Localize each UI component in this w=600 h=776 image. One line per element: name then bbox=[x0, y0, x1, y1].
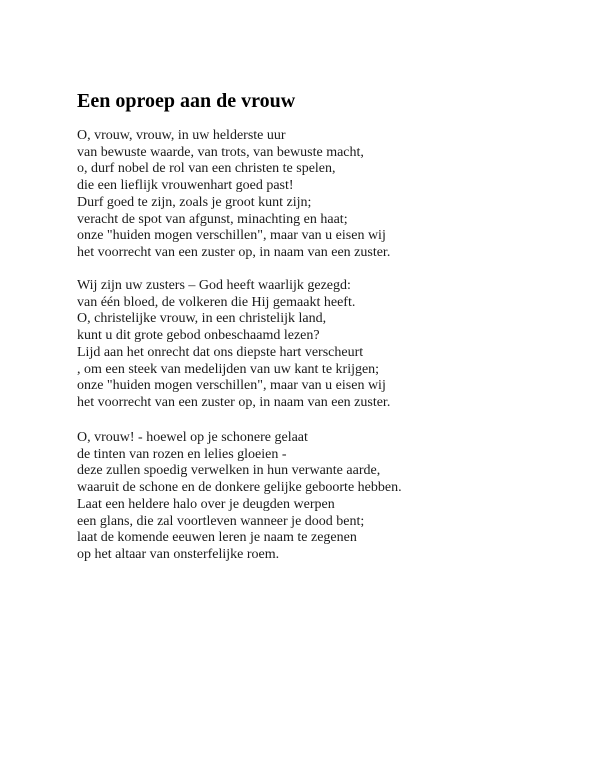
poem-line: Wij zijn uw zusters – God heeft waarlijk gezegd: bbox=[77, 278, 351, 293]
stanza-2 bbox=[77, 278, 390, 412]
poem-line: de tinten van rozen en lelies gloeien - bbox=[77, 446, 287, 462]
poem-line: , om een steek van medelijden van uw kant te krijgen; bbox=[77, 361, 380, 377]
poem-line: o, durf nobel de rol van een christen te spelen, bbox=[77, 161, 336, 177]
poem-line: veracht de spot van afgunst, minachting en haat; bbox=[77, 211, 348, 227]
poem-line: Lijd aan het onrecht dat ons diepste hart verscheurt bbox=[77, 344, 364, 360]
stanza-3 bbox=[77, 430, 402, 564]
poem-line: op het altaar van onsterfelijke roem. bbox=[77, 546, 280, 562]
poem-line: onze "huiden mogen verschillen", maar van u eisen wij bbox=[77, 228, 386, 244]
poem-line: die een lieflijk vrouwenhart goed past! bbox=[77, 178, 294, 194]
poem-line: Durf goed te zijn, zoals je groot kunt zijn; bbox=[77, 194, 312, 210]
poem-line: een glans, die zal voortleven wanneer je dood bent; bbox=[77, 513, 365, 529]
poem-line: deze zullen spoedig verwelken in hun verwante aarde, bbox=[77, 463, 381, 479]
poem-title: Een oproep aan de vrouw bbox=[77, 90, 296, 112]
poem-line: Laat een heldere halo over je deugden werpen bbox=[77, 496, 335, 512]
poem-line: van één bloed, de volkeren die Hij gemaakt heeft. bbox=[77, 294, 356, 310]
poem-line: het voorrecht van een zuster op, in naam van een zuster. bbox=[77, 394, 391, 410]
stanza-1 bbox=[77, 128, 390, 262]
poem-line: O, christelijke vrouw, in een christelijk land, bbox=[77, 311, 327, 327]
poem-line: onze "huiden mogen verschillen", maar van u eisen wij bbox=[77, 378, 386, 394]
poem-line: kunt u dit grote gebod onbeschaamd lezen? bbox=[77, 328, 320, 344]
poem-line: het voorrecht van een zuster op, in naam van een zuster. bbox=[77, 244, 391, 260]
poem-line: van bewuste waarde, van trots, van bewuste macht, bbox=[77, 144, 364, 160]
poem-line: laat de komende eeuwen leren je naam te zegenen bbox=[77, 530, 357, 546]
poem-line: waaruit de schone en de donkere gelijke geboorte hebben. bbox=[77, 480, 402, 496]
poem-line: O, vrouw, vrouw, in uw helderste uur bbox=[77, 128, 286, 143]
poem-line: O, vrouw! - hoewel op je schonere gelaat bbox=[77, 430, 308, 445]
